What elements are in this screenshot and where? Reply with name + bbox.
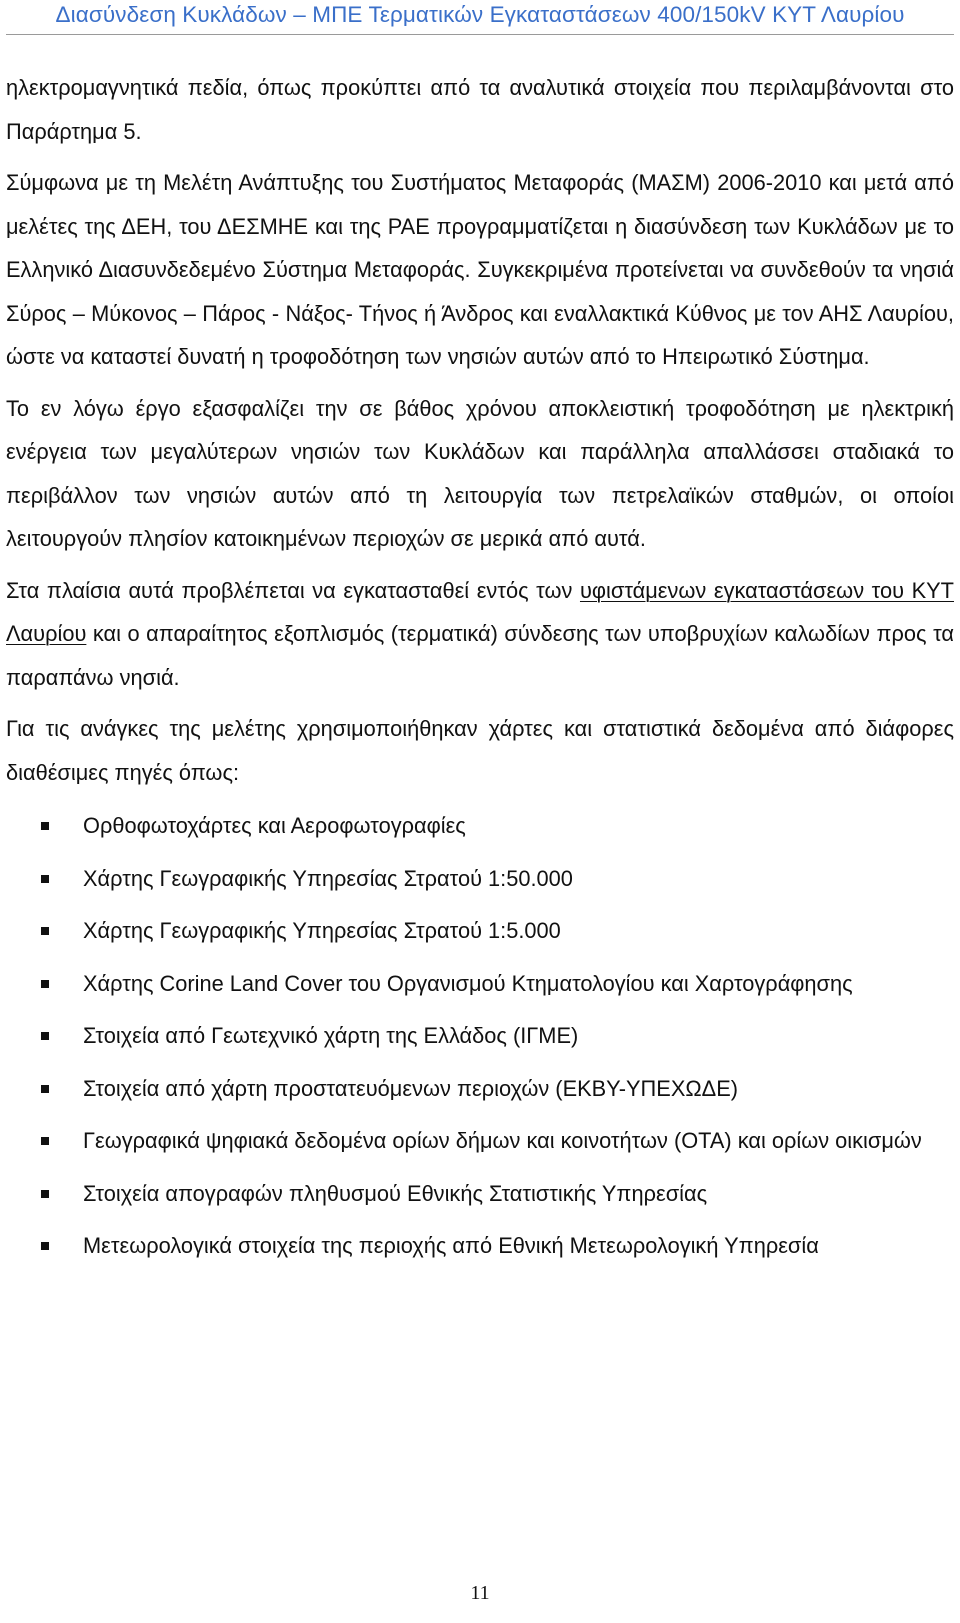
list-item-text: Χάρτης Corine Land Cover του Οργανισμού Κτηματολογίου και Χαρτογράφησης xyxy=(83,970,853,996)
list-item-text: Στοιχεία απογραφών πληθυσμού Εθνικής Στατιστικής Υπηρεσίας xyxy=(83,1180,708,1206)
paragraph-terminal-equipment-end: και ο απαραίτητος εξοπλισμός (τερματικά) σύνδεσης των υποβρυχίων καλωδίων προς τα παραπάνω νησιά. xyxy=(6,621,954,690)
list-item xyxy=(6,909,954,953)
paragraph-terminal-equipment-start: Στα πλαίσια αυτά προβλέπεται να εγκατασταθεί εντός των xyxy=(6,577,580,603)
list-item-text: Στοιχεία από χάρτη προστατευόμενων περιοχών (ΕΚΒΥ-ΥΠΕΧΩΔΕ) xyxy=(83,1075,739,1101)
list-item xyxy=(6,1067,954,1111)
square-bullet-icon xyxy=(41,980,49,988)
document-header-title: Διασύνδεση Κυκλάδων – ΜΠΕ Τερματικών Εγκαταστάσεων 400/150kV ΚΥΤ Λαυρίου xyxy=(55,2,905,27)
underlined-existing-facilities: υφιστάμενων εγκαταστάσεων του ΚΥΤ Λαυρίου xyxy=(6,577,954,646)
paragraph-interconnection-plan: Σύμφωνα με τη Μελέτη Ανάπτυξης του Συστήματος Μεταφοράς (ΜΑΣΜ) 2006-2010 και μετά από μελέτες της ΔΕΗ, του ΔΕΣΜΗΕ και της ΡΑΕ προγραμματίζεται η διασύνδεση των Κυκλάδων με το Ελληνικό Διασυνδεδεμένο Σύστημα Μεταφοράς. Συγκεκριμένα προτείνεται να συνδεθούν τα νησιά Σύρος – Μύκονος – Πάρος - Νάξος- Τήνος ή Άνδρος και εναλλακτικά Κύθνος με τον ΑΗΣ Λαυρίου, ώστε να καταστεί δυνατή η τροφοδότηση των νησιών αυτών από το Ηπειρωτικό Σύστημα. xyxy=(6,170,954,369)
page-number: 11 xyxy=(470,1582,490,1604)
square-bullet-icon xyxy=(41,1190,49,1198)
list-item xyxy=(6,804,954,848)
list-item xyxy=(6,1119,954,1163)
square-bullet-icon xyxy=(41,875,49,883)
page-header xyxy=(6,0,954,35)
list-item xyxy=(6,857,954,901)
document-body xyxy=(6,66,954,1277)
list-item xyxy=(6,962,954,1006)
square-bullet-icon xyxy=(41,927,49,935)
list-item-text: Χάρτης Γεωγραφικής Υπηρεσίας Στρατού 1:50.000 xyxy=(83,865,573,891)
paragraph-project-benefits: Το εν λόγω έργο εξασφαλίζει την σε βάθος χρόνου αποκλειστική τροφοδότηση με ηλεκτρική ενέργεια των μεγαλύτερων νησιών των Κυκλάδων και παράλληλα απαλλάσσει σταδιακά το περιβάλλον των νησιών αυτών από τη λειτουργία των πετρελαϊκών σταθμών, οι οποίοι λειτουργούν πλησίον κατοικημένων περιοχών σε μερικά από αυτά. xyxy=(6,395,954,551)
list-item xyxy=(6,1172,954,1216)
square-bullet-icon xyxy=(41,1137,49,1145)
square-bullet-icon xyxy=(41,1032,49,1040)
paragraph-emf-conclusion: ηλεκτρομαγνητικά πεδία, όπως προκύπτει από τα αναλυτικά στοιχεία που περιλαμβάνονται στο Παράρτημα 5. xyxy=(6,75,954,144)
list-item-text: Χάρτης Γεωγραφικής Υπηρεσίας Στρατού 1:5.000 xyxy=(83,918,561,943)
data-sources-list xyxy=(6,804,954,1268)
square-bullet-icon xyxy=(41,1242,49,1250)
square-bullet-icon xyxy=(41,822,49,830)
list-item-text: Στοιχεία από Γεωτεχνικό χάρτη της Ελλάδος (ΙΓΜΕ) xyxy=(83,1023,579,1048)
list-item-text: Γεωγραφικά ψηφιακά δεδομένα ορίων δήμων και κοινοτήτων (ΟΤΑ) και ορίων οικισμών xyxy=(83,1128,922,1153)
paragraph-terminal-equipment xyxy=(6,569,954,700)
list-item-text: Ορθοφωτοχάρτες και Αεροφωτογραφίες xyxy=(83,813,466,838)
list-item-text: Μετεωρολογικά στοιχεία της περιοχής από Εθνική Μετεωρολογική Υπηρεσία xyxy=(83,1233,819,1258)
paragraph-data-sources-intro: Για τις ανάγκες της μελέτης χρησιμοποιήθηκαν χάρτες και στατιστικά δεδομένα από διάφορες διαθέσιμες πηγές όπως: xyxy=(6,716,954,785)
list-item xyxy=(6,1014,954,1058)
list-item xyxy=(6,1224,954,1268)
square-bullet-icon xyxy=(41,1085,49,1093)
